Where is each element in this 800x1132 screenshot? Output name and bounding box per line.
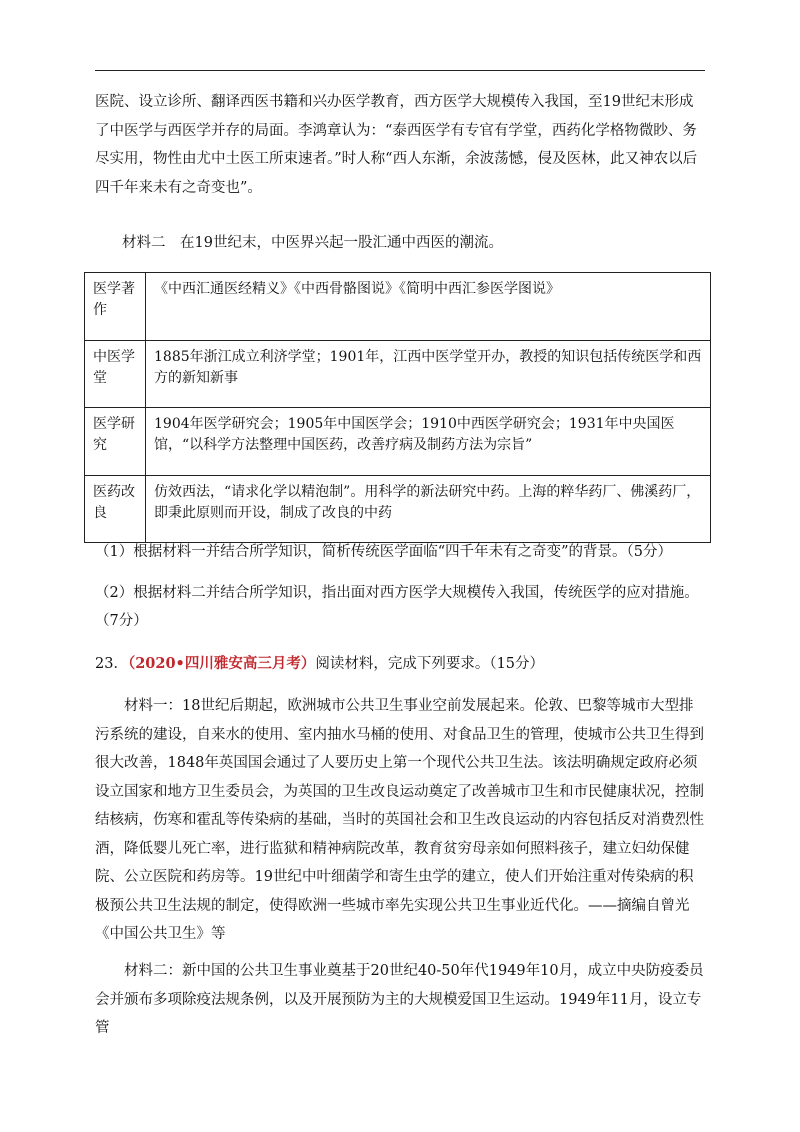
question-number: 23． — [95, 656, 128, 672]
row-key: 中医学堂 — [85, 341, 146, 408]
row-value: 《中西汇通医经精义》《中西骨骼图说》《简明中西汇参医学图说》 — [146, 273, 711, 341]
table-row — [85, 408, 711, 476]
medicine-table — [84, 272, 711, 543]
question-2: （2）根据材料二并结合所学知识，指出面对西方医学大规模传入我国，传统医学的应对措施。（7分） — [95, 585, 699, 629]
material-two-label: 材料二 在19世纪末，中医界兴起一股汇通中西医的潮流。 — [122, 235, 503, 251]
question-instruction: 阅读材料，完成下列要求。（15分） — [315, 656, 545, 672]
header-rule — [95, 70, 705, 71]
row-key: 医学著作 — [85, 273, 146, 341]
material-one-paragraph: 材料一：18世纪后期起，欧洲城市公共卫生事业空前发展起来。伦敦、巴黎等城市大型排污系统的建设，自来水的使用、室内抽水马桶的使用、对食品卫生的管理，使城市公共卫生得到很大改善，1848年英国国会通过了人要历史上第一个现代公共卫生法。该法明确规定政府必须设立国家和地方卫生委员会，为英国的卫生改良运动奠定了改善城市卫生和市民健康状况，控制结核病，伤寒和霍乱等传染病的基础，当时的英国社会和卫生改良运动的内容包括反对消费烈性酒，降低婴儿死亡率，进行监狱和精神病院改革，教育贫穷母亲如何照料孩子，建立妇幼保健院、公立医院和药房等。19世纪中叶细菌学和寄生虫学的建立，使人们开始注重对传染病的积极预公共卫生法规的制定，使得欧洲一些城市率先实现公共卫生事业近代化。——摘编自曾光《中国公共卫生》等 — [95, 698, 704, 942]
table-row — [85, 273, 711, 341]
row-value: 1885年浙江成立利济学堂；1901年，江西中医学堂开办，教授的知识包括传统医学和西方的新知新事 — [146, 341, 711, 408]
row-value: 1904年医学研究会；1905年中国医学会；1910中西医学研究会；1931年中央国医馆，“以科学方法整理中国医药，改善疗病及制药方法为宗旨” — [146, 408, 711, 476]
row-key: 医学研究 — [85, 408, 146, 476]
material-two-paragraph: 材料二：新中国的公共卫生事业奠基于20世纪40-50年代1949年10月，成立中央防疫委员会并颁布多项除疫法规条例，以及开展预防为主的大规模爱国卫生运动。1949年11月，设立专管 — [95, 963, 704, 1036]
question-23-header — [95, 650, 544, 678]
table-row — [85, 341, 711, 408]
table-row — [85, 476, 711, 543]
intro-paragraph: 医院、设立诊所、翻译西医书籍和兴办医学教育，西方医学大规模传入我国，至19世纪末形成了中医学与西医学并存的局面。李鸿章认为：“泰西医学有专官有学堂，西药化学格物微眇、务尽实用，物性由尤中土医工所束速者。”时人称“西人东渐，余波荡憾，侵及医林，此又神农以后四千年来未有之奇变也”。 — [95, 94, 698, 196]
row-value: 仿效西法，“请求化学以精泡制”。用科学的新法研究中药。上海的粹华药厂、佛溪药厂，即秉此原则而开设，制成了改良的中药 — [146, 476, 711, 543]
question-source: （2020•四川雅安高三月考） — [127, 655, 316, 672]
row-key: 医药改良 — [85, 476, 146, 543]
question-1: （1）根据材料一并结合所学知识，简析传统医学面临“四千年未有之奇变”的背景。（5分） — [95, 544, 673, 560]
